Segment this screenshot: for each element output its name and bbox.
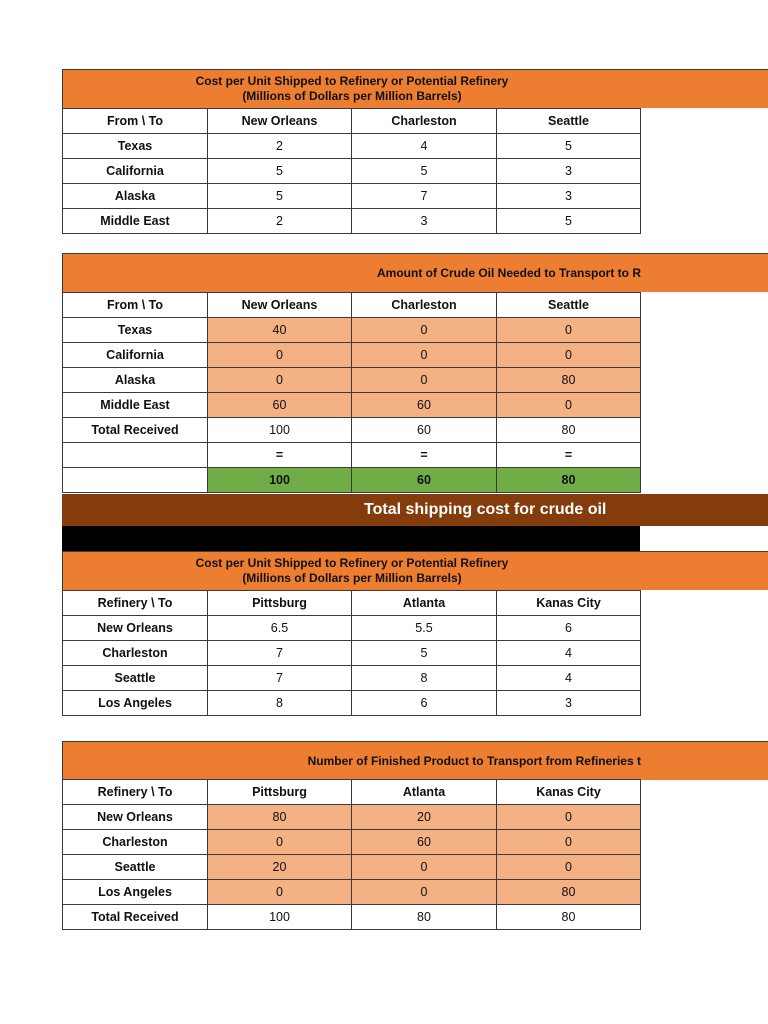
row-label[interactable]: California: [63, 343, 208, 368]
header-row: [63, 109, 641, 134]
decision-cell[interactable]: 0: [352, 318, 497, 343]
value-cell[interactable]: 5: [208, 159, 352, 184]
value-cell[interactable]: 5: [352, 641, 497, 666]
value-cell[interactable]: 5: [352, 159, 497, 184]
value-cell[interactable]: 3: [352, 209, 497, 234]
decision-cell[interactable]: 0: [497, 318, 641, 343]
header-cell[interactable]: Refinery \ To: [63, 780, 208, 805]
decision-cell[interactable]: 0: [352, 880, 497, 905]
header-cell[interactable]: Kanas City: [497, 591, 641, 616]
value-cell[interactable]: 6: [352, 691, 497, 716]
value-cell[interactable]: 3: [497, 691, 641, 716]
table-row: [63, 830, 641, 855]
total-cell[interactable]: 60: [352, 418, 497, 443]
table3-title-line2: (Millions of Dollars per Million Barrels): [242, 571, 462, 585]
value-cell[interactable]: 6: [497, 616, 641, 641]
table-row: [63, 209, 641, 234]
table-row: [63, 134, 641, 159]
table3-title-line1: Cost per Unit Shipped to Refinery or Potential Refinery: [195, 556, 509, 570]
row-label[interactable]: California: [63, 159, 208, 184]
row-label[interactable]: Alaska: [63, 368, 208, 393]
header-cell[interactable]: Charleston: [352, 109, 497, 134]
header-cell[interactable]: Kanas City: [497, 780, 641, 805]
product-shipment-table: [62, 779, 641, 930]
row-label[interactable]: Alaska: [63, 184, 208, 209]
table-row: [63, 393, 641, 418]
decision-cell[interactable]: 0: [497, 830, 641, 855]
header-cell[interactable]: New Orleans: [208, 109, 352, 134]
decision-cell[interactable]: 0: [497, 855, 641, 880]
row-label[interactable]: Seattle: [63, 855, 208, 880]
decision-cell[interactable]: 20: [208, 855, 352, 880]
table-row: [63, 641, 641, 666]
decision-cell[interactable]: 0: [352, 368, 497, 393]
decision-cell[interactable]: 40: [208, 318, 352, 343]
decision-cell[interactable]: 0: [208, 880, 352, 905]
decision-cell[interactable]: 0: [497, 343, 641, 368]
decision-cell[interactable]: 60: [208, 393, 352, 418]
empty-cell[interactable]: [63, 468, 208, 493]
header-row: [63, 293, 641, 318]
table4-title-bar: [62, 741, 768, 780]
value-cell[interactable]: 8: [208, 691, 352, 716]
value-cell[interactable]: 7: [208, 641, 352, 666]
row-label[interactable]: Seattle: [63, 666, 208, 691]
total-cell[interactable]: 80: [352, 905, 497, 930]
decision-cell[interactable]: 80: [497, 368, 641, 393]
decision-cell[interactable]: 0: [352, 855, 497, 880]
table4-title: Number of Finished Product to Transport from Refineries t: [307, 754, 641, 768]
row-label[interactable]: Los Angeles: [63, 691, 208, 716]
row-label[interactable]: Total Received: [63, 418, 208, 443]
equals-cell[interactable]: =: [208, 443, 352, 468]
decision-cell[interactable]: 0: [352, 343, 497, 368]
equals-cell[interactable]: =: [352, 443, 497, 468]
value-cell[interactable]: 4: [497, 666, 641, 691]
table-row: [63, 616, 641, 641]
header-row: [63, 591, 641, 616]
decision-cell[interactable]: 0: [497, 393, 641, 418]
value-cell[interactable]: 5.5: [352, 616, 497, 641]
table2-title: Amount of Crude Oil Needed to Transport to R: [377, 266, 641, 280]
header-cell[interactable]: From \ To: [63, 293, 208, 318]
total-cost-banner: [62, 494, 768, 526]
header-cell[interactable]: Atlanta: [352, 591, 497, 616]
value-cell[interactable]: 3: [497, 184, 641, 209]
value-cell[interactable]: 5: [497, 209, 641, 234]
total-cell[interactable]: 100: [208, 905, 352, 930]
crude-shipment-table: [62, 292, 641, 493]
table-row: [63, 855, 641, 880]
row-label[interactable]: Texas: [63, 318, 208, 343]
table1-title-bar: [62, 69, 768, 108]
table-row: [63, 805, 641, 830]
value-cell[interactable]: 4: [497, 641, 641, 666]
table-row: [63, 666, 641, 691]
table-row: [63, 318, 641, 343]
equals-row: [63, 443, 641, 468]
value-cell[interactable]: 2: [208, 134, 352, 159]
decision-cell[interactable]: 0: [208, 343, 352, 368]
row-label[interactable]: New Orleans: [63, 805, 208, 830]
decision-cell[interactable]: 0: [208, 368, 352, 393]
table-row: [63, 184, 641, 209]
product-cost-table: [62, 590, 641, 716]
table1-title-line2: (Millions of Dollars per Million Barrels): [242, 89, 462, 103]
total-cost-label: Total shipping cost for crude oil: [364, 501, 607, 518]
value-cell[interactable]: 4: [352, 134, 497, 159]
table-row: [63, 880, 641, 905]
row-label[interactable]: Middle East: [63, 209, 208, 234]
decision-cell[interactable]: 60: [352, 830, 497, 855]
table2-title-bar: [62, 253, 768, 292]
table-row: [63, 343, 641, 368]
value-cell[interactable]: 6.5: [208, 616, 352, 641]
header-cell[interactable]: Pittsburg: [208, 780, 352, 805]
value-cell[interactable]: 2: [208, 209, 352, 234]
row-label[interactable]: Los Angeles: [63, 880, 208, 905]
value-cell[interactable]: 8: [352, 666, 497, 691]
total-cell[interactable]: 100: [208, 418, 352, 443]
table-row: [63, 159, 641, 184]
value-cell[interactable]: 7: [208, 666, 352, 691]
header-cell[interactable]: Atlanta: [352, 780, 497, 805]
row-label[interactable]: Charleston: [63, 641, 208, 666]
row-label[interactable]: Charleston: [63, 830, 208, 855]
total-row: [63, 905, 641, 930]
value-cell[interactable]: 5: [208, 184, 352, 209]
header-cell[interactable]: Charleston: [352, 293, 497, 318]
total-cell[interactable]: 80: [497, 418, 641, 443]
row-label[interactable]: Total Received: [63, 905, 208, 930]
header-cell[interactable]: Pittsburg: [208, 591, 352, 616]
decision-cell[interactable]: 0: [497, 805, 641, 830]
empty-cell[interactable]: [63, 443, 208, 468]
decision-cell[interactable]: 60: [352, 393, 497, 418]
required-row: [63, 468, 641, 493]
table-row: [63, 691, 641, 716]
row-label[interactable]: New Orleans: [63, 616, 208, 641]
required-cell[interactable]: 80: [497, 468, 641, 493]
decision-cell[interactable]: 80: [497, 880, 641, 905]
row-label[interactable]: Texas: [63, 134, 208, 159]
value-cell[interactable]: 5: [497, 134, 641, 159]
header-cell[interactable]: New Orleans: [208, 293, 352, 318]
equals-cell[interactable]: =: [497, 443, 641, 468]
table1-title-line1: Cost per Unit Shipped to Refinery or Potential Refinery: [195, 74, 509, 88]
value-cell[interactable]: 3: [497, 159, 641, 184]
header-cell[interactable]: Seattle: [497, 109, 641, 134]
required-cell[interactable]: 60: [352, 468, 497, 493]
decision-cell[interactable]: 0: [208, 830, 352, 855]
header-cell[interactable]: From \ To: [63, 109, 208, 134]
crude-cost-table: [62, 108, 641, 234]
total-row: [63, 418, 641, 443]
header-cell[interactable]: Seattle: [497, 293, 641, 318]
decision-cell[interactable]: 20: [352, 805, 497, 830]
required-cell[interactable]: 100: [208, 468, 352, 493]
table3-title-bar: [62, 551, 768, 590]
total-cost-value-cell[interactable]: [62, 526, 640, 551]
header-cell[interactable]: Refinery \ To: [63, 591, 208, 616]
table-row: [63, 368, 641, 393]
total-cell[interactable]: 80: [497, 905, 641, 930]
row-label[interactable]: Middle East: [63, 393, 208, 418]
decision-cell[interactable]: 80: [208, 805, 352, 830]
value-cell[interactable]: 7: [352, 184, 497, 209]
header-row: [63, 780, 641, 805]
